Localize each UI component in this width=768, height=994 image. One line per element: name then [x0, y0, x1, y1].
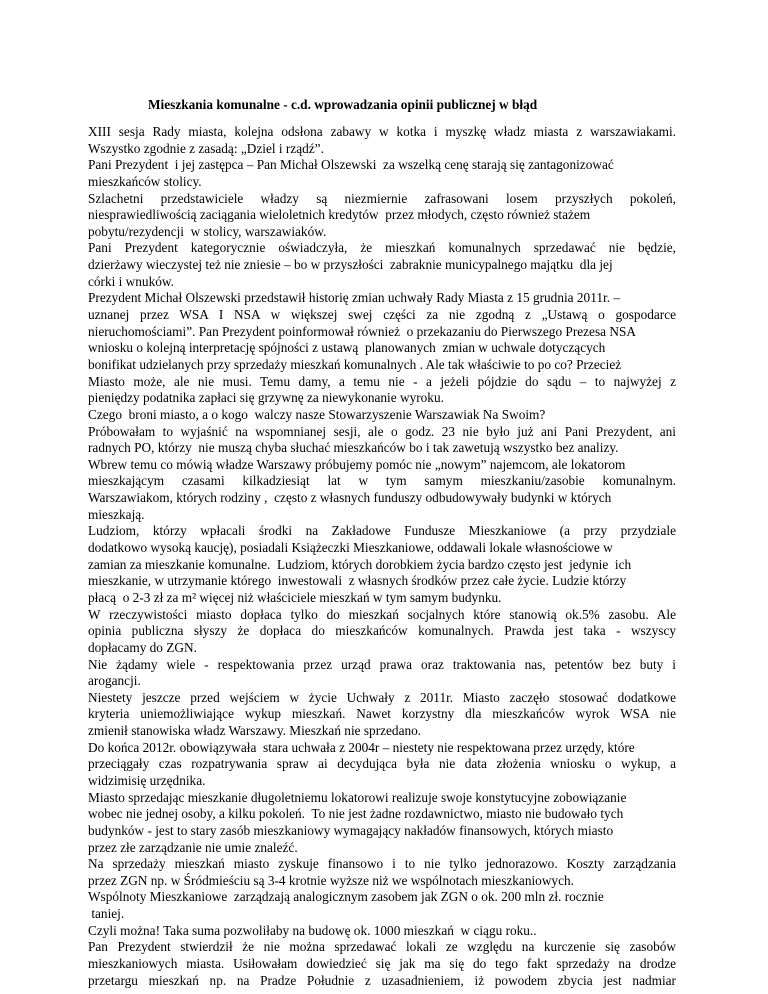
document-title: Mieszkania komunalne - c.d. wprowadzania opinii publicznej w błąd — [148, 97, 538, 112]
text-line: mieszkającym czasami kilkadziesiąt lat w tym samym mieszkaniu/zasobie komunalnym. — [88, 473, 676, 489]
text-line: Wszystko zgodnie z zasadą: „Dziel i rządź”. — [88, 140, 324, 156]
text-line: Czyli można! Taka suma pozwoliłaby na budowę ok. 1000 mieszkań w ciągu roku.. — [88, 922, 537, 938]
text-line: mieszkają. — [88, 506, 145, 522]
text-line: Pan Prezydent stwierdził że nie można sprzedawać lokali ze względu na kurczenie się zasobów — [88, 939, 676, 955]
text-line: Warszawiakom, których rodziny , często z własnych funduszy odbudowywały budynki w których — [88, 490, 612, 506]
text-line: Miasto może, ale nie musi. Temu damy, a temu nie - a jeżeli pójdzie do sądu – to najwyżej z — [88, 373, 676, 389]
text-line: pobytu/rezydencji w stolicy, warszawiaków. — [88, 223, 327, 239]
text-line: opinia publiczna słyszy że dopłaca do mieszkańców komunalnych. Prawda jest taka - wszyscy — [88, 623, 676, 639]
text-line: taniej. — [88, 906, 125, 922]
text-line: Miasto sprzedając mieszkanie długoletniemu lokatorowi realizuje swoje konstytucyjne zobowiązanie — [88, 789, 627, 805]
text-line: wniosku o kolejną interpretację spójności z ustawą planowanych zmian w uchwale dotyczących — [88, 340, 606, 356]
text-line: wobec nie jednej osoby, a kilku pokoleń. To nie jest żadne rozdawnictwo, miasto nie budowało tych — [88, 806, 624, 822]
text-line: arogancji. — [88, 673, 141, 689]
text-line: Nie żądamy wiele - respektowania przez urząd prawa oraz traktowania nas, petentów bez buty i — [88, 656, 676, 672]
text-line: zmienił stanowiska władz Warszawy. Mieszkań nie sprzedano. — [88, 723, 422, 739]
text-line: przez ZGN np. w Śródmieściu są 3-4 krotnie wyższe niż we wspólnotach mieszkaniowych. — [88, 872, 574, 888]
text-line: mieszkanie, w utrzymanie którego inwestowali z własnych środków przez całe życie. Ludzie którzy — [88, 573, 627, 589]
text-line: dzierżawy wieczystej też nie zniesie – bo w przyszłości zabraknie municypalnego majątku dla jej — [88, 257, 613, 273]
text-line: Wbrew temu co mówią władze Warszawy próbujemy pomóc nie „nowym” najemcom, ale lokatorom — [88, 456, 626, 472]
text-line: przeciągały czas rozpatrywania spraw ai decydująca była nie data złożenia wniosku o wykup, a — [88, 756, 676, 772]
text-line: Prezydent Michał Olszewski przedstawił historię zmian uchwały Rady Miasta z 15 grudnia 2011r. – — [88, 290, 620, 306]
text-line: Pani Prezydent kategorycznie oświadczyła, że mieszkań komunalnych sprzedawać nie będzie, — [88, 240, 676, 256]
text-line: dopłacamy do ZGN. — [88, 639, 197, 655]
text-line: Szlachetni przedstawiciele władzy są niezmiernie zafrasowani losem przyszłych pokoleń, — [88, 190, 676, 206]
text-line: widzimisię urzędnika. — [88, 772, 206, 788]
text-line: XIII sesja Rady miasta, kolejna odsłona zabawy w kotka i myszkę władz miasta z warszawiakami. — [88, 124, 676, 139]
text-line: Czego broni miasto, a o kogo walczy nasze Stowarzyszenie Warszawiak Na Swoim? — [88, 406, 546, 422]
document-body — [88, 124, 676, 989]
text-line: mieszkaniowych miasta. Usiłowałam dowiedzieć się jak ma się do tego fakt sprzedaży na drodze — [88, 956, 676, 972]
text-line: kryteria uniemożliwiające wykup mieszkań. Nawet korzystny dla mieszkańców wyrok WSA nie — [88, 706, 676, 722]
text-line: Pani Prezydent i jej zastępca – Pan Michał Olszewski za wszelką cenę starają się zantagonizować — [88, 157, 614, 173]
text-line: płacą o 2-3 zł za m² więcej niż właściciele mieszkań w tym samym budynku. — [88, 589, 502, 605]
text-line: budynków - jest to stary zasób mieszkaniowy wymagający nakładów finansowych, których miasto — [88, 822, 614, 838]
text-line: Próbowałam to wyjaśnić na wspomnianej sesji, ale o godz. 23 nie było już ani Pani Prezydent, ani — [88, 423, 676, 439]
text-line: radnych PO, którzy nie muszą chyba słuchać mieszkańców bo i tak zawetują wszystko bez analizy. — [88, 440, 619, 456]
text-line: bonifikat udzielanych przy sprzedaży mieszkań komunalnych . Ale tak właściwie to po co? Przecież — [88, 356, 622, 372]
text-line: córki i wnuków. — [88, 273, 174, 289]
text-line: Wspólnoty Mieszkaniowe zarządzają analogicznym zasobem jak ZGN o ok. 200 mln zł. rocznie — [88, 889, 604, 905]
text-line: W rzeczywistości miasto dopłaca tylko do mieszkań socjalnych które stanowią ok.5% zasobu. Ale — [88, 606, 676, 622]
text-line: Niestety jeszcze przed wejściem w życie Uchwały z 2011r. Miasto zaczęło stosować dodatkowe — [88, 689, 676, 705]
text-line: nieruchomościami”. Pan Prezydent poinformował również o przekazaniu do Pierwszego Prezesa NSA — [88, 323, 636, 339]
text-line: niesprawiedliwością zaciągania wieloletnich kredytów przez młodych, często również stażem — [88, 207, 591, 223]
text-line: zamian za mieszkanie komunalne. Ludziom, których dorobkiem życia bardzo często jest jedynie ich — [88, 556, 632, 572]
text-line: Na sprzedaży mieszkań miasto zyskuje finansowo i to nie tylko jednorazowo. Koszty zarządzania — [88, 856, 676, 872]
text-line: pieniędzy podatnika zapłaci się grzywnę za niewykonanie wyroku. — [88, 390, 444, 406]
text-line: przetargu mieszkań np. na Pradze Południe z uzasadnieniem, iż powodem zbycia jest nadmiar — [88, 972, 676, 988]
text-line: Ludziom, którzy wpłacali środki na Zakładowe Fundusze Mieszkaniowe (a przy przydziale — [88, 523, 676, 539]
text-line: Do końca 2012r. obowiązywała stara uchwała z 2004r – niestety nie respektowana przez urzędy, które — [88, 739, 635, 755]
text-line: dodatkowo wysoką kaucję), posiadali Książeczki Mieszkaniowe, oddawali lokale własnościowe w — [88, 540, 613, 556]
text-line: mieszkańców stolicy. — [88, 173, 202, 189]
text-line: uznanej przez WSA I NSA w większej swej części za nie zgodną z „Ustawą o gospodarce — [88, 307, 676, 323]
text-line: przez złe zarządzanie nie umie znaleźć. — [88, 839, 298, 855]
